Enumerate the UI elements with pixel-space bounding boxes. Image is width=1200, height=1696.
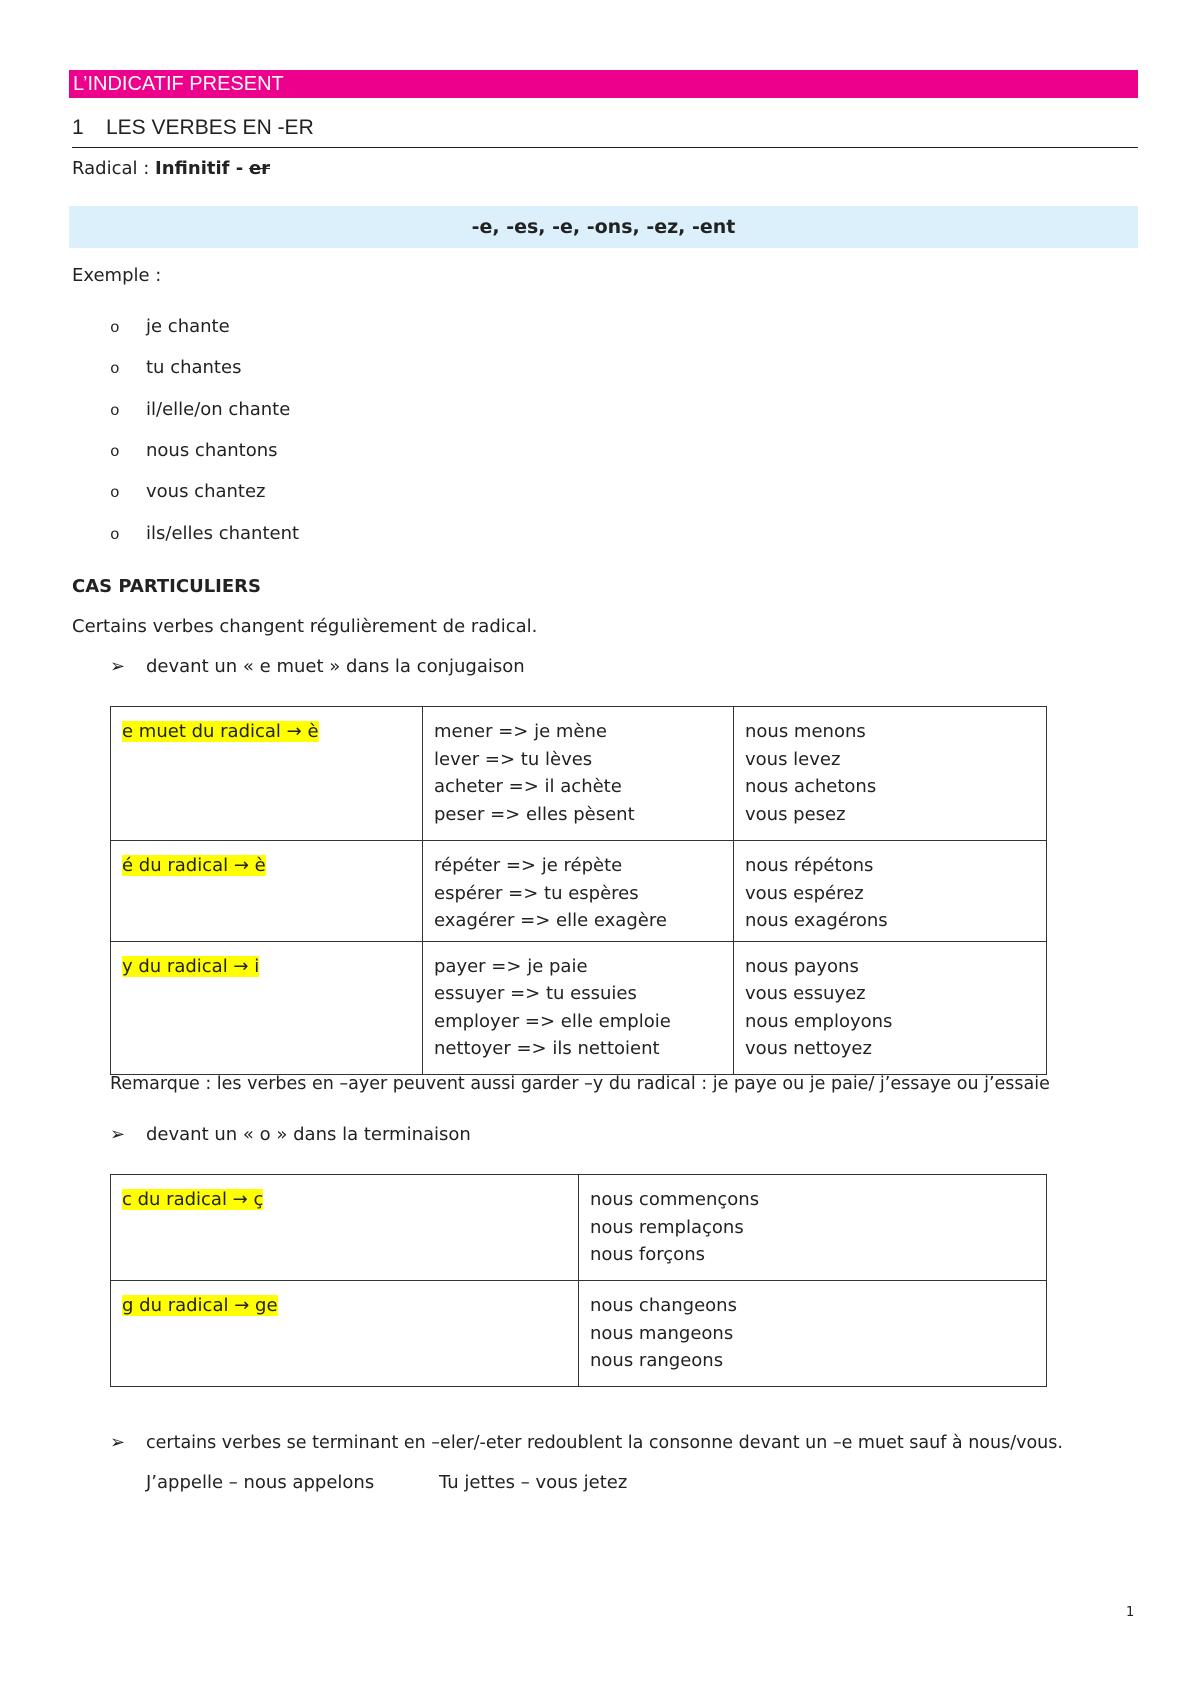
table-row: g du radical → ge nous changeons nous mangeons nous rangeons [111,1281,1047,1387]
cas-heading: CAS PARTICULIERS [72,576,261,597]
bullet-icon: o [110,360,120,378]
example-label: Exemple : [72,265,162,286]
arrow-bullet-icon: ➢ [110,1432,126,1453]
bullet-icon: o [110,402,120,420]
list-item: o nous chantons [110,440,278,461]
table-o-terminaison [110,1174,1047,1387]
section-label: LES VERBES EN -ER [106,116,314,139]
remark: Remarque : les verbes en –ayer peuvent aussi garder –y du radical : je paye ou je paie/ j’essaye ou j’essaie [110,1074,1050,1094]
bullet-icon: o [110,319,120,337]
rule-highlight: e muet du radical → è [122,721,319,742]
endings-box: -e, -es, -e, -ons, -ez, -ent [69,206,1138,248]
arrow-bullet-icon: ➢ [110,656,126,677]
list-item: o tu chantes [110,357,242,378]
section-heading [72,113,1138,148]
list-item: o ils/elles chantent [110,523,300,544]
bullet-icon: o [110,484,120,502]
section-number: 1 [72,116,84,139]
radical-formula: Infinitif - [155,158,244,179]
table-e-muet [110,706,1047,1075]
table-row: e muet du radical → è mener => je mène lever => tu lèves acheter => il achète peser => elles pèsent nous menons vous levez nous achetons vous pesez [111,707,1047,841]
bullet-item-o: ➢ devant un « o » dans la terminaison [110,1124,471,1145]
page-number: 1 [1126,1605,1135,1620]
arrow-bullet-icon: ➢ [110,1124,126,1145]
example-appeler: J’appelle – nous appelons [146,1472,375,1493]
table-row: é du radical → è répéter => je répète espérer => tu espères exagérer => elle exagère nous répétons vous espérez nous exagérons [111,841,1047,942]
radical-struck-suffix: er [248,158,271,179]
table-row: c du radical → ç nous commençons nous remplaçons nous forçons [111,1175,1047,1281]
list-item: o il/elle/on chante [110,399,291,420]
cas-intro: Certains verbes changent régulièrement de radical. [72,616,538,637]
list-item: o vous chantez [110,481,266,502]
bullet-icon: o [110,443,120,461]
page-title: L’INDICATIF PRESENT [69,70,1138,98]
rule-highlight: c du radical → ç [122,1189,264,1210]
table-row: y du radical → i payer => je paie essuyer => tu essuies employer => elle emploie nettoyer => ils nettoient nous payons vous essuyez nous employons vous nettoyez [111,941,1047,1074]
rule-highlight: y du radical → i [122,955,260,977]
radical-label: Radical : [72,158,150,179]
list-item: o je chante [110,316,230,337]
bullet-icon: o [110,526,120,544]
rule-highlight: g du radical → ge [122,1295,278,1316]
rule-highlight: é du radical → è [122,855,266,876]
example-jeter: Tu jettes – vous jetez [439,1472,628,1493]
bullet-item-eler-eter: ➢ certains verbes se terminant en –eler/-eter redoublent la consonne devant un –e muet sauf à nous/vous. [110,1432,1063,1453]
bullet-item-e-muet: ➢ devant un « e muet » dans la conjugaison [110,656,525,677]
radical-line [72,158,270,180]
